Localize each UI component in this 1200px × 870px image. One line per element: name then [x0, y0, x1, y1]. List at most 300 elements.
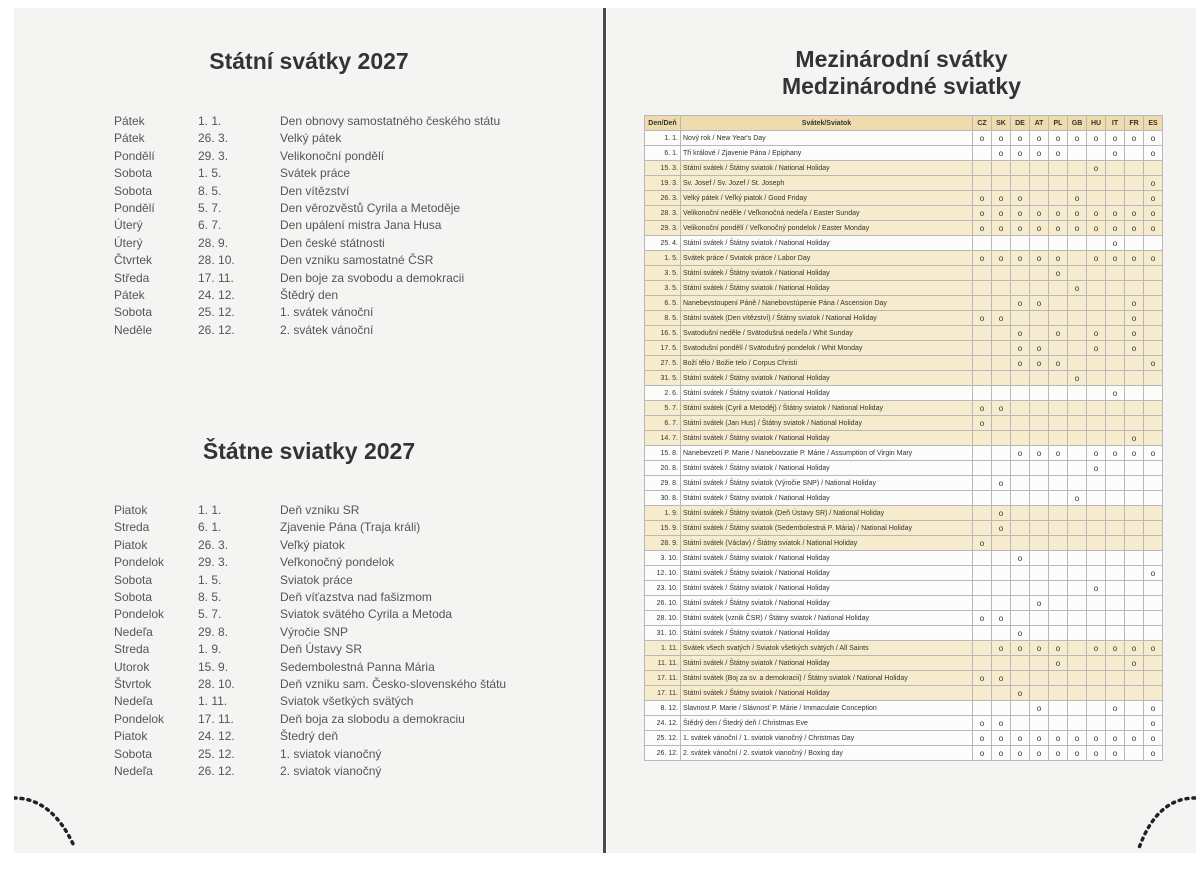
empty-cell: [1068, 416, 1087, 431]
empty-cell: [1087, 476, 1106, 491]
empty-cell: [1011, 236, 1030, 251]
holiday-name: Zjavenie Pána (Traja králi): [280, 520, 421, 535]
empty-cell: [1030, 371, 1049, 386]
empty-cell: [1106, 416, 1125, 431]
holiday-marker: o: [1011, 221, 1030, 236]
holiday-marker: o: [1030, 341, 1049, 356]
empty-cell: [992, 581, 1011, 596]
holiday-marker: o: [1125, 296, 1144, 311]
holiday-marker: o: [1030, 206, 1049, 221]
empty-cell: [1125, 716, 1144, 731]
holiday-marker: o: [1049, 266, 1068, 281]
empty-cell: [992, 566, 1011, 581]
holiday-date-cell: 1. 9.: [645, 506, 681, 521]
holiday-marker: o: [973, 311, 992, 326]
empty-cell: [1125, 236, 1144, 251]
holiday-marker: o: [1030, 131, 1049, 146]
holiday-date-cell: 28. 10.: [645, 611, 681, 626]
holiday-name-cell: 2. svátek vánoční / 2. sviatok vianočný / Boxing day: [681, 746, 973, 761]
holiday-date-cell: 3. 5.: [645, 266, 681, 281]
table-row: [645, 161, 1163, 176]
empty-cell: [1030, 566, 1049, 581]
holiday-date-cell: 3. 5.: [645, 281, 681, 296]
cz-holiday-row: [14, 235, 604, 252]
empty-cell: [1106, 296, 1125, 311]
table-row: [645, 386, 1163, 401]
holiday-weekday: Pondělí: [114, 201, 155, 215]
table-row: [645, 356, 1163, 371]
empty-cell: [1144, 461, 1163, 476]
table-row: [645, 326, 1163, 341]
holiday-name-cell: Boží tělo / Božie telo / Corpus Christi: [681, 356, 973, 371]
table-row: [645, 266, 1163, 281]
empty-cell: [1011, 671, 1030, 686]
table-row: [645, 461, 1163, 476]
country-header: CZ: [973, 116, 992, 131]
holiday-date: 5. 7.: [198, 607, 222, 622]
empty-cell: [1049, 416, 1068, 431]
holiday-name-cell: Slavnost P. Marie / Slávnosť P. Márie / Immaculate Conception: [681, 701, 973, 716]
empty-cell: [1125, 461, 1144, 476]
empty-cell: [992, 446, 1011, 461]
holiday-marker: o: [992, 521, 1011, 536]
holiday-name: 1. svátek vánoční: [280, 305, 374, 320]
holiday-name: 2. svátek vánoční: [280, 322, 374, 337]
empty-cell: [1068, 716, 1087, 731]
empty-cell: [1106, 551, 1125, 566]
holiday-weekday: Pondělí: [114, 148, 155, 163]
holiday-name-cell: Svatodušní pondělí / Svätodušný pondelok / Whit Monday: [681, 341, 973, 356]
holiday-marker: o: [1144, 221, 1163, 236]
empty-cell: [1106, 626, 1125, 641]
empty-cell: [1068, 161, 1087, 176]
empty-cell: [1106, 311, 1125, 326]
holiday-marker: o: [1087, 206, 1106, 221]
holiday-marker: o: [1125, 446, 1144, 461]
holiday-name-cell: Státní svátek (Cyril a Metoděj) / Štátny sviatok / National Holiday: [681, 401, 973, 416]
holiday-weekday: Sobota: [114, 572, 153, 587]
empty-cell: [1087, 356, 1106, 371]
holiday-date-cell: 23. 10.: [645, 581, 681, 596]
empty-cell: [1030, 191, 1049, 206]
holiday-date-cell: 1. 5.: [645, 251, 681, 266]
holiday-marker: o: [1030, 356, 1049, 371]
holiday-date-cell: 3. 10.: [645, 551, 681, 566]
holiday-marker: o: [1011, 341, 1030, 356]
holiday-marker: o: [1068, 491, 1087, 506]
empty-cell: [973, 176, 992, 191]
holiday-name-cell: Státní svátek / Štátny sviatok (Deň Ústavy SR) / National Holiday: [681, 506, 973, 521]
table-row: [645, 311, 1163, 326]
empty-cell: [1087, 671, 1106, 686]
empty-cell: [1049, 716, 1068, 731]
holiday-weekday: Sobota: [114, 183, 153, 198]
empty-cell: [1068, 581, 1087, 596]
table-row: [645, 686, 1163, 701]
empty-cell: [1011, 506, 1030, 521]
holiday-marker: o: [1125, 731, 1144, 746]
holiday-marker: o: [1087, 251, 1106, 266]
holiday-marker: o: [1011, 326, 1030, 341]
international-title-cz: Mezinárodní svátky: [795, 46, 1008, 72]
holiday-date-cell: 16. 5.: [645, 326, 681, 341]
empty-cell: [992, 386, 1011, 401]
holiday-marker: o: [1068, 131, 1087, 146]
holiday-marker: o: [992, 131, 1011, 146]
empty-cell: [1011, 431, 1030, 446]
empty-cell: [1087, 611, 1106, 626]
cz-holiday-row: [14, 130, 604, 147]
holiday-date-cell: 28. 3.: [645, 206, 681, 221]
holiday-name: Velký pátek: [280, 131, 342, 146]
empty-cell: [1144, 611, 1163, 626]
empty-cell: [973, 506, 992, 521]
holiday-date: 1. 11.: [198, 694, 228, 709]
empty-cell: [1049, 611, 1068, 626]
holiday-name-cell: Státní svátek / Štátny sviatok / National Holiday: [681, 551, 973, 566]
empty-cell: [1144, 281, 1163, 296]
holiday-name-cell: Svátek všech svatých / Sviatok všetkých svätých / All Saints: [681, 641, 973, 656]
empty-cell: [1068, 296, 1087, 311]
holiday-weekday: Pátek: [114, 288, 145, 302]
holiday-name: Sviatok všetkých svätých: [280, 694, 414, 709]
holiday-weekday: Streda: [114, 642, 150, 657]
holiday-marker: o: [1030, 731, 1049, 746]
holiday-name: Veľkonočný pondelok: [280, 555, 395, 570]
holiday-marker: o: [973, 731, 992, 746]
table-row: [645, 281, 1163, 296]
holiday-marker: o: [973, 401, 992, 416]
empty-cell: [1125, 146, 1144, 161]
holiday-date-cell: 20. 8.: [645, 461, 681, 476]
empty-cell: [1068, 356, 1087, 371]
empty-cell: [1030, 266, 1049, 281]
holiday-date-cell: 29. 8.: [645, 476, 681, 491]
holiday-marker: o: [1011, 146, 1030, 161]
holiday-marker: o: [1125, 431, 1144, 446]
country-header: FR: [1125, 116, 1144, 131]
holiday-marker: o: [1087, 341, 1106, 356]
holiday-date-cell: 14. 7.: [645, 431, 681, 446]
empty-cell: [1049, 476, 1068, 491]
cz-holiday-row: [14, 217, 604, 234]
holiday-name-cell: Státní svátek / Štátny sviatok (Sedembolestná P. Mária) / National Holiday: [681, 521, 973, 536]
sk-holiday-row: [14, 676, 604, 693]
empty-cell: [1106, 536, 1125, 551]
empty-cell: [1030, 461, 1049, 476]
holiday-date: 1. 5.: [198, 572, 222, 587]
holiday-name: 2. sviatok vianočný: [280, 764, 382, 778]
empty-cell: [1049, 161, 1068, 176]
cz-holiday-row: [14, 322, 604, 339]
holiday-name: Sviatok svätého Cyrila a Metoda: [280, 607, 453, 622]
holiday-weekday: Úterý: [114, 235, 143, 250]
holiday-name: Deň vzniku SR: [280, 503, 360, 517]
empty-cell: [1125, 536, 1144, 551]
holiday-marker: o: [1011, 131, 1030, 146]
holiday-name: Štědrý den: [280, 288, 339, 302]
table-row: [645, 566, 1163, 581]
holiday-marker: o: [1125, 326, 1144, 341]
empty-cell: [1125, 191, 1144, 206]
empty-cell: [992, 356, 1011, 371]
empty-cell: [1106, 581, 1125, 596]
empty-cell: [1049, 296, 1068, 311]
empty-cell: [1106, 566, 1125, 581]
holiday-marker: o: [1106, 701, 1125, 716]
empty-cell: [1087, 491, 1106, 506]
holiday-name-cell: Nový rok / New Year's Day: [681, 131, 973, 146]
empty-cell: [1106, 521, 1125, 536]
holiday-name-cell: Velký pátek / Veľký piatok / Good Friday: [681, 191, 973, 206]
table-row: [645, 236, 1163, 251]
empty-cell: [1144, 551, 1163, 566]
holiday-name: Veľký piatok: [280, 537, 345, 552]
empty-cell: [1144, 386, 1163, 401]
empty-cell: [1030, 521, 1049, 536]
holiday-date-cell: 12. 10.: [645, 566, 681, 581]
empty-cell: [992, 701, 1011, 716]
holiday-marker: o: [1011, 686, 1030, 701]
empty-cell: [1087, 506, 1106, 521]
empty-cell: [1068, 401, 1087, 416]
empty-cell: [1106, 326, 1125, 341]
table-row: [645, 521, 1163, 536]
holiday-marker: o: [973, 716, 992, 731]
empty-cell: [1125, 626, 1144, 641]
empty-cell: [1087, 371, 1106, 386]
cz-holidays-title: Státní svátky 2027: [209, 48, 409, 74]
empty-cell: [1068, 671, 1087, 686]
holiday-weekday: Sobota: [114, 746, 153, 761]
holiday-marker: o: [1144, 146, 1163, 161]
empty-cell: [1125, 266, 1144, 281]
table-row: [645, 296, 1163, 311]
holiday-marker: o: [1144, 716, 1163, 731]
empty-cell: [1087, 296, 1106, 311]
holiday-marker: o: [992, 641, 1011, 656]
holiday-marker: o: [1106, 446, 1125, 461]
table-row: [645, 581, 1163, 596]
holiday-date: 29. 3.: [198, 148, 229, 163]
holiday-name-cell: Státní svátek / Štátny sviatok / National Holiday: [681, 266, 973, 281]
holiday-name-cell: Tři králové / Zjavenie Pána / Epiphany: [681, 146, 973, 161]
holiday-marker: o: [1144, 191, 1163, 206]
table-row: [645, 191, 1163, 206]
empty-cell: [1049, 701, 1068, 716]
empty-cell: [992, 371, 1011, 386]
empty-cell: [992, 491, 1011, 506]
holiday-marker: o: [1030, 701, 1049, 716]
empty-cell: [1144, 266, 1163, 281]
empty-cell: [1144, 686, 1163, 701]
empty-cell: [1030, 401, 1049, 416]
table-row: [645, 341, 1163, 356]
empty-cell: [1125, 671, 1144, 686]
empty-cell: [1106, 161, 1125, 176]
holiday-name-cell: Nanebevzetí P. Marie / Nanebovzatie P. Márie / Assumption of Virgin Mary: [681, 446, 973, 461]
date-column-header: Den/Deň: [645, 116, 681, 131]
holiday-marker: o: [1106, 731, 1125, 746]
empty-cell: [1144, 476, 1163, 491]
empty-cell: [992, 176, 1011, 191]
holiday-name-cell: Velikonoční pondělí / Veľkonočný pondelok / Easter Monday: [681, 221, 973, 236]
book-spine: [603, 8, 606, 853]
sk-holiday-row: [14, 763, 604, 780]
empty-cell: [1030, 626, 1049, 641]
empty-cell: [1068, 626, 1087, 641]
empty-cell: [973, 146, 992, 161]
empty-cell: [1049, 686, 1068, 701]
empty-cell: [1087, 536, 1106, 551]
empty-cell: [992, 326, 1011, 341]
country-header: GB: [1068, 116, 1087, 131]
empty-cell: [1125, 521, 1144, 536]
empty-cell: [1106, 686, 1125, 701]
holiday-marker: o: [992, 731, 1011, 746]
holiday-marker: o: [1011, 191, 1030, 206]
holiday-date-cell: 15. 8.: [645, 446, 681, 461]
holiday-marker: o: [1049, 146, 1068, 161]
holiday-date-cell: 17. 11.: [645, 671, 681, 686]
holiday-marker: o: [1087, 461, 1106, 476]
empty-cell: [1011, 566, 1030, 581]
holiday-marker: o: [1011, 746, 1030, 761]
holiday-marker: o: [1144, 701, 1163, 716]
holiday-marker: o: [992, 221, 1011, 236]
sk-holiday-row: [14, 693, 604, 710]
empty-cell: [1049, 626, 1068, 641]
empty-cell: [992, 341, 1011, 356]
empty-cell: [1011, 656, 1030, 671]
empty-cell: [1030, 716, 1049, 731]
empty-cell: [1068, 446, 1087, 461]
empty-cell: [973, 341, 992, 356]
empty-cell: [1144, 506, 1163, 521]
empty-cell: [1068, 326, 1087, 341]
empty-cell: [1106, 491, 1125, 506]
empty-cell: [1049, 236, 1068, 251]
empty-cell: [992, 161, 1011, 176]
holiday-marker: o: [1049, 206, 1068, 221]
holiday-marker: o: [1049, 221, 1068, 236]
holiday-weekday: Sobota: [114, 590, 153, 604]
empty-cell: [1087, 236, 1106, 251]
empty-cell: [1144, 416, 1163, 431]
empty-cell: [1125, 401, 1144, 416]
holiday-marker: o: [1087, 581, 1106, 596]
table-row: [645, 251, 1163, 266]
holiday-date: 26. 12.: [198, 764, 235, 778]
holiday-marker: o: [1087, 641, 1106, 656]
empty-cell: [1068, 611, 1087, 626]
empty-cell: [973, 476, 992, 491]
empty-cell: [992, 431, 1011, 446]
holiday-marker: o: [1011, 731, 1030, 746]
holiday-marker: o: [1030, 641, 1049, 656]
holiday-marker: o: [1087, 746, 1106, 761]
empty-cell: [1144, 236, 1163, 251]
empty-cell: [1011, 386, 1030, 401]
empty-cell: [1144, 596, 1163, 611]
holiday-weekday: Pondelok: [114, 607, 165, 622]
empty-cell: [1106, 656, 1125, 671]
holiday-name-cell: Svátek práce / Sviatok práce / Labor Day: [681, 251, 973, 266]
empty-cell: [973, 266, 992, 281]
holiday-name: Deň boja za slobodu a demokraciu: [280, 711, 465, 726]
sk-holiday-row: [14, 606, 604, 623]
holiday-marker: o: [1106, 641, 1125, 656]
empty-cell: [1030, 686, 1049, 701]
table-row: [645, 401, 1163, 416]
holiday-date-cell: 25. 4.: [645, 236, 681, 251]
empty-cell: [1144, 671, 1163, 686]
empty-cell: [1068, 341, 1087, 356]
empty-cell: [992, 536, 1011, 551]
empty-cell: [1125, 356, 1144, 371]
cz-holiday-row: [14, 183, 604, 200]
table-row: [645, 626, 1163, 641]
holiday-name-cell: Státní svátek / Štátny sviatok / National Holiday: [681, 281, 973, 296]
cz-holiday-row: [14, 200, 604, 217]
empty-cell: [1125, 386, 1144, 401]
empty-cell: [1087, 146, 1106, 161]
empty-cell: [1030, 326, 1049, 341]
holiday-name-cell: Velikonoční neděle / Veľkonočná nedeľa / Easter Sunday: [681, 206, 973, 221]
empty-cell: [1049, 386, 1068, 401]
holiday-name: Velikonoční pondělí: [280, 148, 385, 163]
empty-cell: [1011, 461, 1030, 476]
empty-cell: [1030, 551, 1049, 566]
holiday-date: 8. 5.: [198, 183, 222, 198]
holiday-date-cell: 30. 8.: [645, 491, 681, 506]
holiday-date: 25. 12.: [198, 746, 235, 761]
holiday-date-cell: 29. 3.: [645, 221, 681, 236]
holiday-date: 17. 11.: [198, 711, 234, 726]
empty-cell: [1125, 476, 1144, 491]
empty-cell: [1125, 176, 1144, 191]
sk-holiday-row: [14, 519, 604, 536]
empty-cell: [1030, 611, 1049, 626]
cz-holiday-row: [14, 304, 604, 321]
empty-cell: [1030, 386, 1049, 401]
table-row: [645, 491, 1163, 506]
empty-cell: [1011, 536, 1030, 551]
empty-cell: [973, 701, 992, 716]
empty-cell: [973, 371, 992, 386]
empty-cell: [1068, 506, 1087, 521]
empty-cell: [973, 641, 992, 656]
holiday-name: Den boje za svobodu a demokracii: [280, 270, 465, 285]
holiday-date-cell: 11. 11.: [645, 656, 681, 671]
holiday-marker: o: [1106, 206, 1125, 221]
sk-holiday-row: [14, 641, 604, 658]
country-header: AT: [1030, 116, 1049, 131]
empty-cell: [1087, 266, 1106, 281]
holiday-name-cell: Štědrý den / Štedrý deň / Christmas Eve: [681, 716, 973, 731]
empty-cell: [1049, 371, 1068, 386]
table-row: [645, 551, 1163, 566]
holiday-weekday: Úterý: [114, 218, 143, 233]
holiday-weekday: Štvrtok: [114, 677, 152, 691]
empty-cell: [992, 596, 1011, 611]
holiday-name-cell: Státní svátek / Štátny sviatok / National Holiday: [681, 461, 973, 476]
empty-cell: [1011, 521, 1030, 536]
holiday-name: 1. sviatok vianočný: [280, 746, 382, 761]
holiday-marker: o: [1049, 641, 1068, 656]
holiday-marker: o: [1087, 131, 1106, 146]
holiday-marker: o: [1125, 641, 1144, 656]
